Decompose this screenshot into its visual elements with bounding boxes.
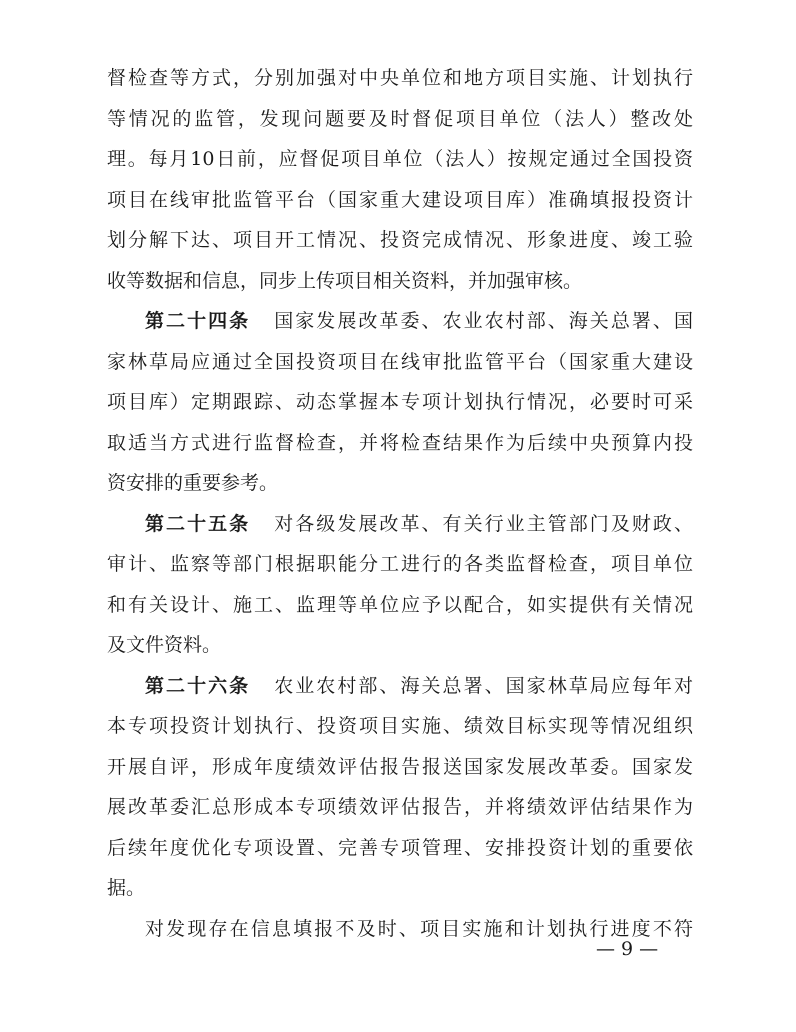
text-line: 展改革委汇总形成本专项绩效评估报告，并将绩效评估结果作为 xyxy=(107,796,693,818)
article-24 xyxy=(107,301,693,504)
text-line: 督检查等方式，分别加强对中央单位和地方项目实施、计划执行 xyxy=(107,67,693,89)
text-line: 和有关设计、施工、监理等单位应予以配合，如实提供有关情况 xyxy=(107,593,693,616)
text-line: 后续年度优化专项设置、完善专项管理、安排投资计划的重要依 xyxy=(107,836,693,859)
text-line: 对发现存在信息填报不及时、项目实施和计划执行进度不符 xyxy=(145,917,693,940)
text-line: 取适当方式进行监督检查，并将检查结果作为后续中央预算内投 xyxy=(107,431,693,454)
text-line: 资安排的重要参考。 xyxy=(107,472,279,494)
text-line: 审计、监察等部门根据职能分工进行的各类监督检查，项目单位 xyxy=(107,553,693,575)
text-line: 据。 xyxy=(107,877,146,899)
article-heading: 第二十六条 xyxy=(145,674,251,697)
text-line: 收等数据和信息，同步上传项目相关资料，并加强审核。 xyxy=(107,269,583,292)
text-line: 家林草局应通过全国投资项目在线审批监管平台（国家重大建设 xyxy=(107,350,693,373)
article-text: 对各级发展改革、有关行业主管部门及财政、 xyxy=(274,512,693,535)
text-line xyxy=(107,666,693,707)
document-body xyxy=(107,58,693,949)
article-26 xyxy=(107,666,693,909)
article-heading: 第二十五条 xyxy=(145,512,251,535)
text-line: 等情况的监管，发现问题要及时督促项目单位（法人）整改处 xyxy=(107,107,693,130)
text-line xyxy=(107,301,693,342)
article-25 xyxy=(107,504,693,666)
text-line: 划分解下达、项目开工情况、投资完成情况、形象进度、竣工验 xyxy=(107,229,693,251)
text-line: 项目在线审批监管平台（国家重大建设项目库）准确填报投资计 xyxy=(107,188,693,211)
text-line: 理。每月10日前，应督促项目单位（法人）按规定通过全国投资 xyxy=(107,148,693,170)
text-line xyxy=(107,504,693,545)
text-line: 及文件资料。 xyxy=(107,634,222,656)
text-line: 开展自评，形成年度绩效评估报告报送国家发展改革委。国家发 xyxy=(107,755,693,778)
paragraph xyxy=(107,58,693,301)
article-text: 农业农村部、海关总署、国家林草局应每年对 xyxy=(274,674,693,697)
text-line: 项目库）定期跟踪、动态掌握本专项计划执行情况，必要时可采 xyxy=(107,391,693,413)
article-heading: 第二十四条 xyxy=(145,310,251,332)
page-number: — 9 — xyxy=(596,938,659,960)
article-text: 国家发展改革委、农业农村部、海关总署、国 xyxy=(274,310,693,332)
text-line: 本专项投资计划执行、投资项目实施、绩效目标实现等情况组织 xyxy=(107,715,693,737)
